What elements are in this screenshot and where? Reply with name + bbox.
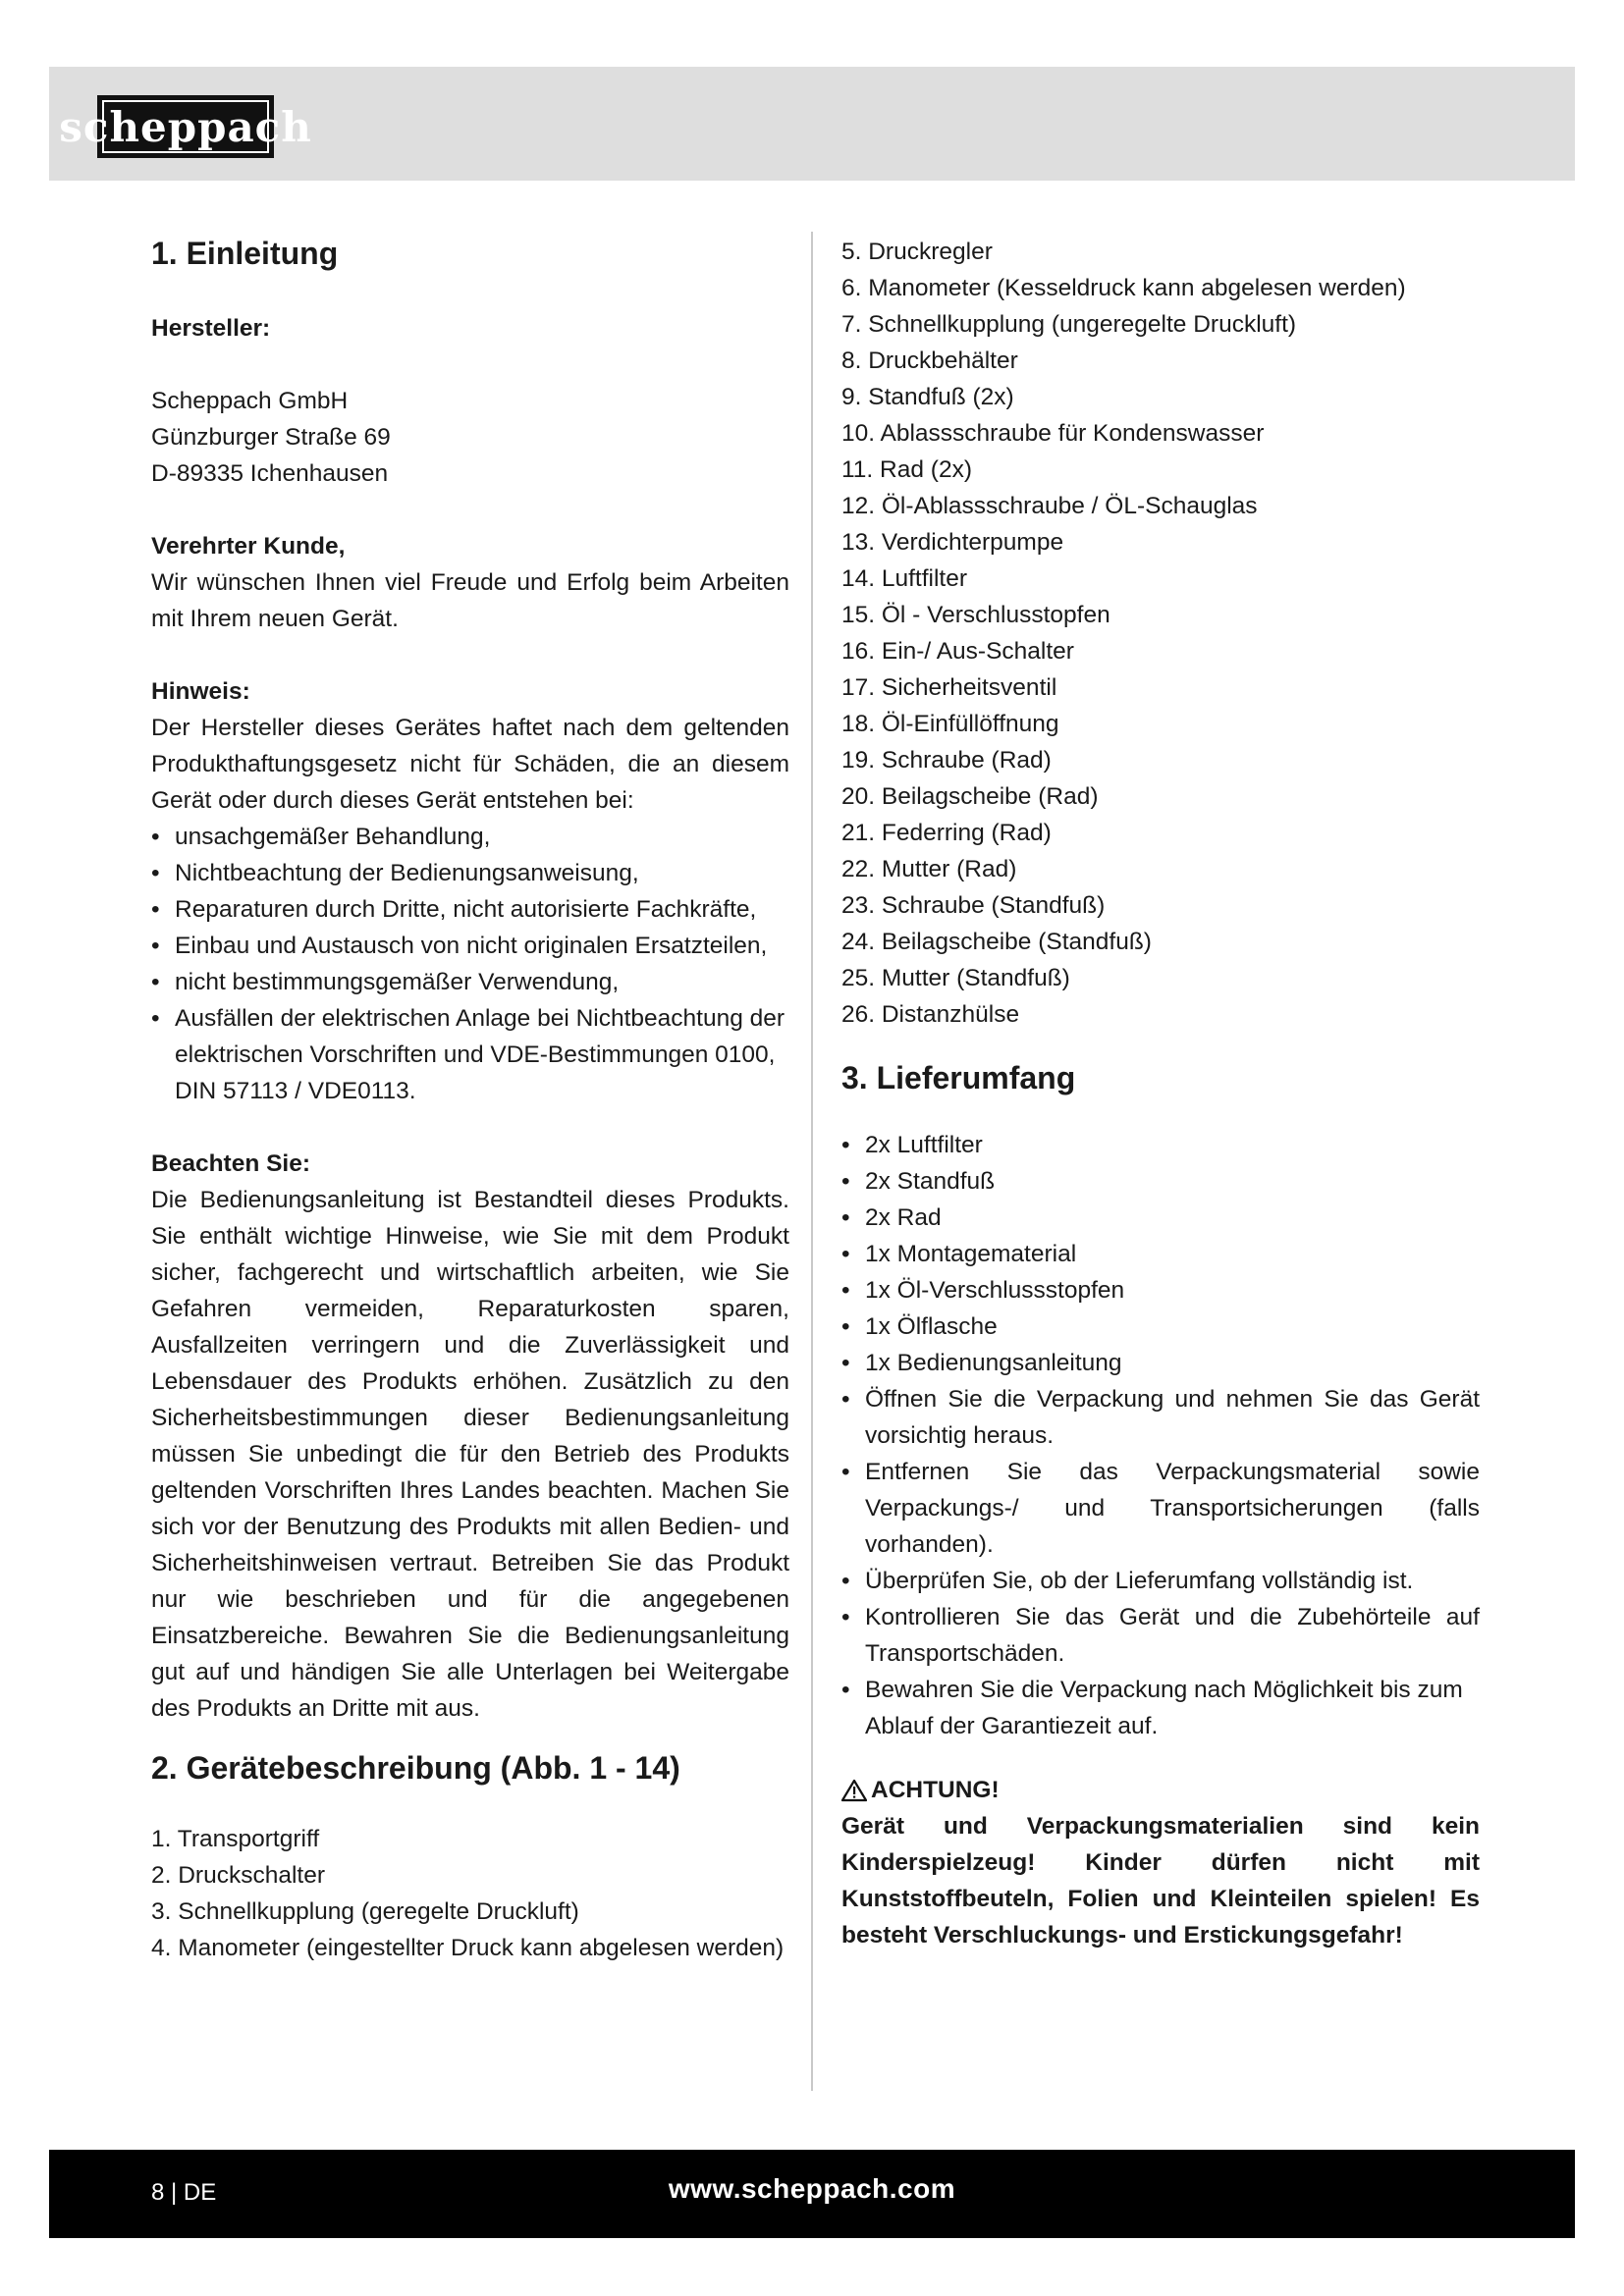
list-item: • 2x Standfuß <box>841 1163 1480 1200</box>
list-item: 25. Mutter (Standfuß) <box>841 965 1070 991</box>
section-1-title: 1. Einleitung <box>151 236 339 271</box>
list-item: • nicht bestimmungsgemäßer Verwendung, <box>151 964 789 1000</box>
list-item: 26. Distanzhülse <box>841 1001 1020 1028</box>
list-item: 11. Rad (2x) <box>841 456 972 483</box>
right-column <box>841 234 1480 1953</box>
list-item: 24. Beilagscheibe (Standfuß) <box>841 929 1152 955</box>
warning-heading <box>841 1772 1480 1808</box>
list-item: 22. Mutter (Rad) <box>841 856 1017 882</box>
list-item: • Überprüfen Sie, ob der Lieferumfang vollständig ist. <box>841 1563 1480 1599</box>
list-item: • Öffnen Sie die Verpackung und nehmen Sie das Gerät vorsichtig heraus. <box>841 1381 1480 1454</box>
list-item: 1. Transportgriff <box>151 1826 320 1852</box>
delivery-list <box>841 1127 1480 1744</box>
customer-text: Wir wünschen Ihnen viel Freude und Erfolg beim Arbeiten mit Ihrem neuen Gerät. <box>151 569 789 632</box>
notice-list <box>151 819 789 1109</box>
list-item: • 2x Rad <box>841 1200 1480 1236</box>
website-link[interactable]: www.scheppach.com <box>668 2173 956 2204</box>
list-item: • Ausfällen der elektrischen Anlage bei Nichtbeachtung der elektrischen Vorschriften und VDE-Bestimmungen 0100, DIN 57113 / VDE0113. <box>151 1000 789 1109</box>
manufacturer-label: Hersteller: <box>151 315 271 342</box>
list-item: 16. Ein-/ Aus-Schalter <box>841 638 1074 665</box>
list-item: 4. Manometer (eingestellter Druck kann abgelesen werden) <box>151 1935 785 1961</box>
column-divider <box>811 232 813 2091</box>
list-item: 20. Beilagscheibe (Rad) <box>841 783 1099 810</box>
list-item: 6. Manometer (Kesseldruck kann abgelesen werden) <box>841 275 1406 301</box>
list-item: 12. Öl-Ablassschraube / ÖL-Schauglas <box>841 493 1258 519</box>
list-item: 9. Standfuß (2x) <box>841 384 1014 410</box>
left-column <box>151 234 789 1966</box>
note-label: Beachten Sie: <box>151 1150 311 1177</box>
list-item: 10. Ablassschraube für Kondenswasser <box>841 420 1265 447</box>
list-item: 18. Öl-Einfüllöffnung <box>841 711 1059 737</box>
list-item: 2. Druckschalter <box>151 1862 326 1889</box>
list-item: 7. Schnellkupplung (ungeregelte Druckluft) <box>841 311 1297 338</box>
list-item: 14. Luftfilter <box>841 565 968 592</box>
list-item: 15. Öl - Verschlusstopfen <box>841 602 1110 628</box>
list-item: • unsachgemäßer Behandlung, <box>151 819 789 855</box>
customer-label: Verehrter Kunde, <box>151 533 346 560</box>
list-item: 19. Schraube (Rad) <box>841 747 1052 774</box>
list-item: • Reparaturen durch Dritte, nicht autorisierte Fachkräfte, <box>151 891 789 928</box>
device-parts-list-right <box>841 234 1480 1033</box>
list-item: • 1x Öl-Verschlussstopfen <box>841 1272 1480 1308</box>
list-item: • Einbau und Austausch von nicht originalen Ersatzteilen, <box>151 928 789 964</box>
list-item: • Kontrollieren Sie das Gerät und die Zubehörteile auf Transportschäden. <box>841 1599 1480 1672</box>
list-item: • Bewahren Sie die Verpackung nach Möglichkeit bis zum Ablauf der Garantiezeit auf. <box>841 1672 1480 1744</box>
note-text: Die Bedienungsanleitung ist Bestandteil dieses Produkts. Sie enthält wichtige Hinweise, wie Sie mit dem Produkt sicher, fachgerecht und wirtschaftlich arbeiten, wie Sie Gefahren vermeiden, Reparaturkosten sparen, Ausfallzeiten verringern und die Zuverlässigkeit und Lebensdauer des Produkts erhöhen. Zusätzlich zu den Sicherheitsbestimmungen dieser Bedienungsanleitung müssen Sie unbedingt die für den Betrieb des Produkts geltenden Vorschriften Ihres Landes beachten. Machen Sie sich vor der Benutzung des Produkts mit allen Bedien- und Sicherheitshinweisen vertraut. Betreiben Sie das Produkt nur wie beschrieben und für die angegebenen Einsatzbereiche. Bewahren Sie die Bedienungsanleitung gut auf und händigen Sie alle Unterlagen bei Weitergabe des Produkts an Dritte mit aus. <box>151 1187 789 1722</box>
page-number: 8 | DE <box>151 2179 217 2206</box>
list-item: • 2x Luftfilter <box>841 1127 1480 1163</box>
list-item: 17. Sicherheitsventil <box>841 674 1057 701</box>
footer-band <box>49 2150 1575 2238</box>
warning-text: Gerät und Verpackungsmaterialien sind kein Kinderspielzeug! Kinder dürfen nicht mit Kunststoffbeuteln, Folien und Kleinteilen spielen! Es besteht Verschluckungs- und Erstickungsgefahr! <box>841 1813 1480 1949</box>
list-item: 13. Verdichterpumpe <box>841 529 1064 556</box>
address-line: D-89335 Ichenhausen <box>151 460 389 487</box>
address-line: Günzburger Straße 69 <box>151 424 391 451</box>
list-item: 8. Druckbehälter <box>841 347 1018 374</box>
warning-label: ACHTUNG! <box>871 1777 1000 1803</box>
list-item: 23. Schraube (Standfuß) <box>841 892 1106 919</box>
list-item: • 1x Ölflasche <box>841 1308 1480 1345</box>
scheppach-logo: scheppach <box>97 95 274 158</box>
section-3-title: 3. Lieferumfang <box>841 1060 1076 1095</box>
list-item: • Entfernen Sie das Verpackungsmaterial sowie Verpackungs-/ und Transportsicherungen (falls vorhanden). <box>841 1454 1480 1563</box>
list-item: • 1x Bedienungsanleitung <box>841 1345 1480 1381</box>
list-item: 3. Schnellkupplung (geregelte Druckluft) <box>151 1898 579 1925</box>
device-parts-list-left <box>151 1821 789 1966</box>
header-band <box>49 67 1575 181</box>
list-item: 5. Druckregler <box>841 239 993 265</box>
notice-label: Hinweis: <box>151 678 250 705</box>
section-2-title: 2. Gerätebeschreibung (Abb. 1 - 14) <box>151 1750 680 1786</box>
list-item: • Nichtbeachtung der Bedienungsanweisung, <box>151 855 789 891</box>
warning-triangle-icon <box>841 1779 867 1802</box>
list-item: • 1x Montagematerial <box>841 1236 1480 1272</box>
notice-text: Der Hersteller dieses Gerätes haftet nach dem geltenden Produkthaftungsgesetz nicht für Schäden, die an diesem Gerät oder durch dieses Gerät entstehen bei: <box>151 715 789 814</box>
list-item: 21. Federring (Rad) <box>841 820 1052 846</box>
address-line: Scheppach GmbH <box>151 388 349 414</box>
